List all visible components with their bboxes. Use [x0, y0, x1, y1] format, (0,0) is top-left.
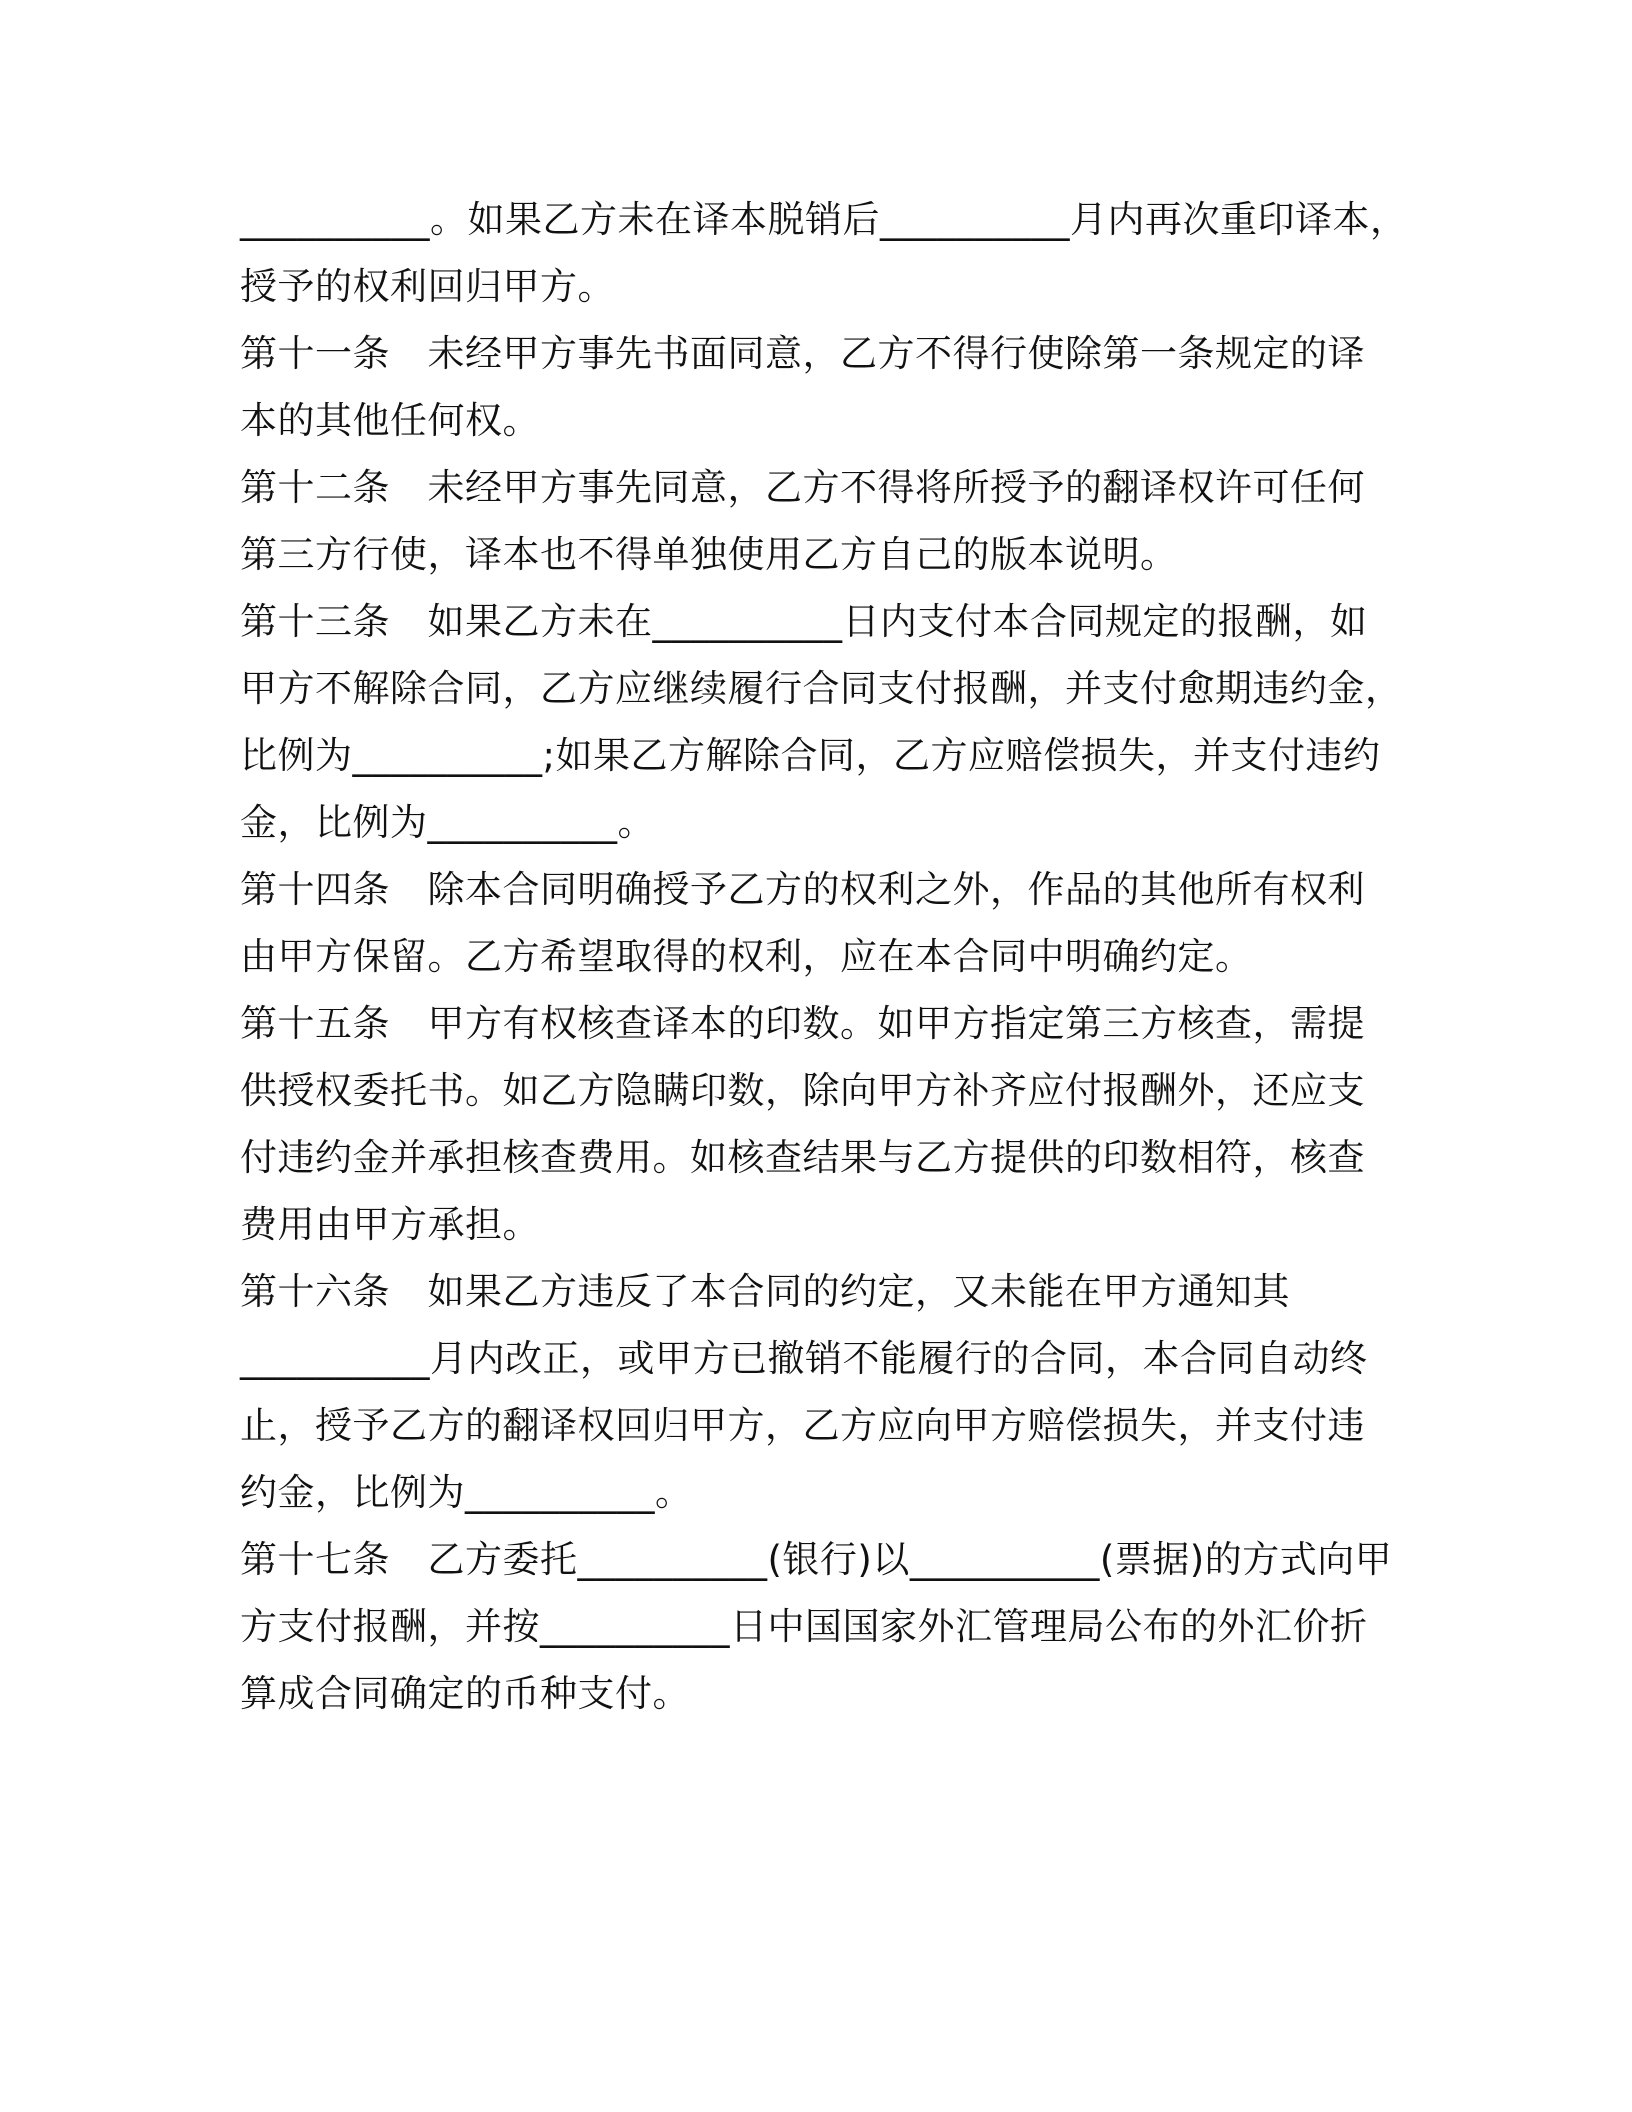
- article-15-line-3: 付违约金并承担核查费用。如核查结果与乙方提供的印数相符，核查: [240, 1136, 1365, 1179]
- article-11-line-1: 第十一条 未经甲方事先书面同意，乙方不得行使除第一条规定的译: [240, 332, 1365, 375]
- article-13-line-3: 比例为__________;如果乙方解除合同，乙方应赔偿损失，并支付违约: [240, 734, 1381, 777]
- contract-text: [240, 186, 1408, 1727]
- article-13-line-2: 甲方不解除合同，乙方应继续履行合同支付报酬，并支付愈期违约金，: [240, 667, 1403, 710]
- article-14-line-1: 第十四条 除本合同明确授予乙方的权利之外，作品的其他所有权利: [240, 868, 1365, 911]
- article-14-line-2: 由甲方保留。乙方希望取得的权利，应在本合同中明确约定。: [240, 935, 1253, 978]
- text-line-1: __________。如果乙方未在译本脱销后__________月内再次重印译本，: [240, 198, 1408, 241]
- article-12-line-2: 第三方行使，译本也不得单独使用乙方自己的版本说明。: [240, 533, 1178, 576]
- article-11-line-2: 本的其他任何权。: [240, 399, 540, 442]
- article-13-line-1: 第十三条 如果乙方未在__________日内支付本合同规定的报酬，如: [240, 600, 1368, 643]
- article-17-line-1: 第十七条 乙方委托__________(银行)以__________(票据)的方式向甲: [240, 1538, 1393, 1581]
- article-16-line-2: __________月内改正，或甲方已撤销不能履行的合同，本合同自动终: [240, 1337, 1368, 1380]
- article-17-line-2: 方支付报酬，并按__________日中国国家外汇管理局公布的外汇价折: [240, 1605, 1368, 1648]
- article-17-line-3: 算成合同确定的币种支付。: [240, 1672, 690, 1715]
- article-16-line-3: 止，授予乙方的翻译权回归甲方，乙方应向甲方赔偿损失，并支付违: [240, 1404, 1365, 1447]
- article-15-line-4: 费用由甲方承担。: [240, 1203, 540, 1246]
- text-line-2: 授予的权利回归甲方。: [240, 265, 615, 308]
- article-16-line-1: 第十六条 如果乙方违反了本合同的约定，又未能在甲方通知其: [240, 1270, 1290, 1313]
- article-12-line-1: 第十二条 未经甲方事先同意，乙方不得将所授予的翻译权许可任何: [240, 466, 1365, 509]
- article-15-line-2: 供授权委托书。如乙方隐瞒印数，除向甲方补齐应付报酬外，还应支: [240, 1069, 1365, 1112]
- article-16-line-4: 约金，比例为__________。: [240, 1471, 693, 1514]
- article-13-line-4: 金，比例为__________。: [240, 801, 655, 844]
- article-15-line-1: 第十五条 甲方有权核查译本的印数。如甲方指定第三方核查，需提: [240, 1002, 1365, 1045]
